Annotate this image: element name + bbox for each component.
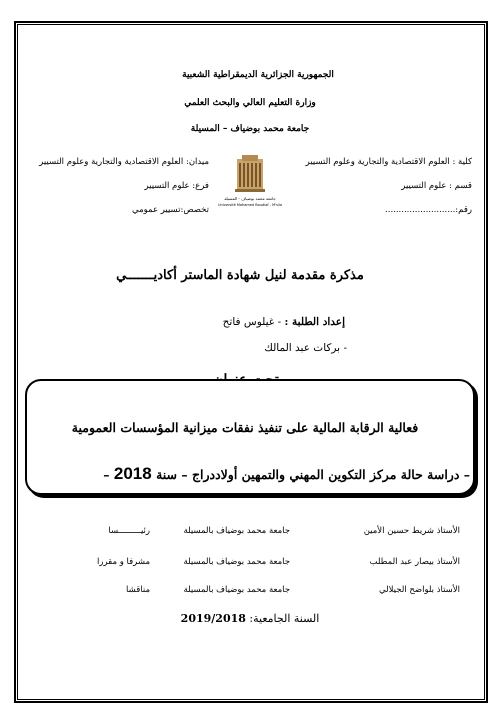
academic-year-label: السنة الجامعية: — [249, 612, 320, 625]
thesis-title-line2-text: – دراسة حالة مركز التكوين المهني والتمهين أولاددراج – سنة — [156, 467, 470, 482]
committee-university: جامعة محمد بوضياف بالمسيلة — [183, 557, 290, 567]
committee-role: مشرفا و مقررا — [97, 557, 150, 567]
faculty-label: كلية : العلوم الاقتصادية والتجارية وعلوم التسيير — [305, 157, 472, 167]
ministry-line: وزارة التعليم العالي والبحث العلمي — [184, 98, 316, 108]
number-label: رقم:.......................... — [385, 205, 472, 215]
committee-name: الأستاذ شريط حسين الأمين — [363, 526, 460, 536]
committee-role: رئيـــــــــسا — [108, 526, 150, 536]
logo-caption-ar: جامعة محمد بوضياف - المسيلة — [224, 196, 276, 201]
thesis-year: 2018 — [113, 464, 152, 483]
prepared-row — [223, 316, 345, 328]
committee-university: جامعة محمد بوضياف بالمسيلة — [183, 585, 290, 595]
prepared-label: إعداد الطلبة : — [284, 316, 345, 328]
thesis-dash: – — [103, 467, 110, 482]
thesis-title-line2 — [103, 464, 470, 484]
field-label: ميدان: العلوم الاقتصادية والتجارية وعلوم التسيير — [39, 157, 209, 167]
student-1: - غيلوس فاتح — [222, 316, 282, 328]
student-2: - بركات عبد المالك — [264, 342, 347, 354]
memo-heading: مذكرة مقدمة لنيل شهادة الماستر أكاديـــــــي — [116, 268, 364, 283]
department-label: قسم : علوم التسيير — [401, 181, 472, 191]
academic-year — [181, 612, 320, 625]
thesis-title-line1: فعالية الرقابة المالية على تنفيذ نفقات ميزانية المؤسسات العمومية — [71, 420, 419, 435]
branch-label: فرع: علوم التسيير — [144, 181, 209, 191]
specialty-label: تخصص:تسيير عمومي — [132, 205, 209, 215]
committee-university: جامعة محمد بوضياف بالمسيلة — [183, 526, 290, 536]
republic-line: الجمهورية الجزائرية الديمقراطية الشعبية — [182, 70, 334, 80]
committee-name: الأستاذ بلواضح الجيلالي — [378, 585, 460, 595]
university-line: جامعة محمد بوضياف – المسيلة — [190, 124, 310, 134]
committee-name: الأستاذ بيصار عبد المطلب — [369, 557, 460, 567]
logo-caption-lat: Université Mohamed Boudiaf - M'sila — [218, 203, 282, 207]
academic-year-value: 2019/2018 — [180, 612, 246, 625]
committee-role: مناقشا — [126, 585, 150, 595]
